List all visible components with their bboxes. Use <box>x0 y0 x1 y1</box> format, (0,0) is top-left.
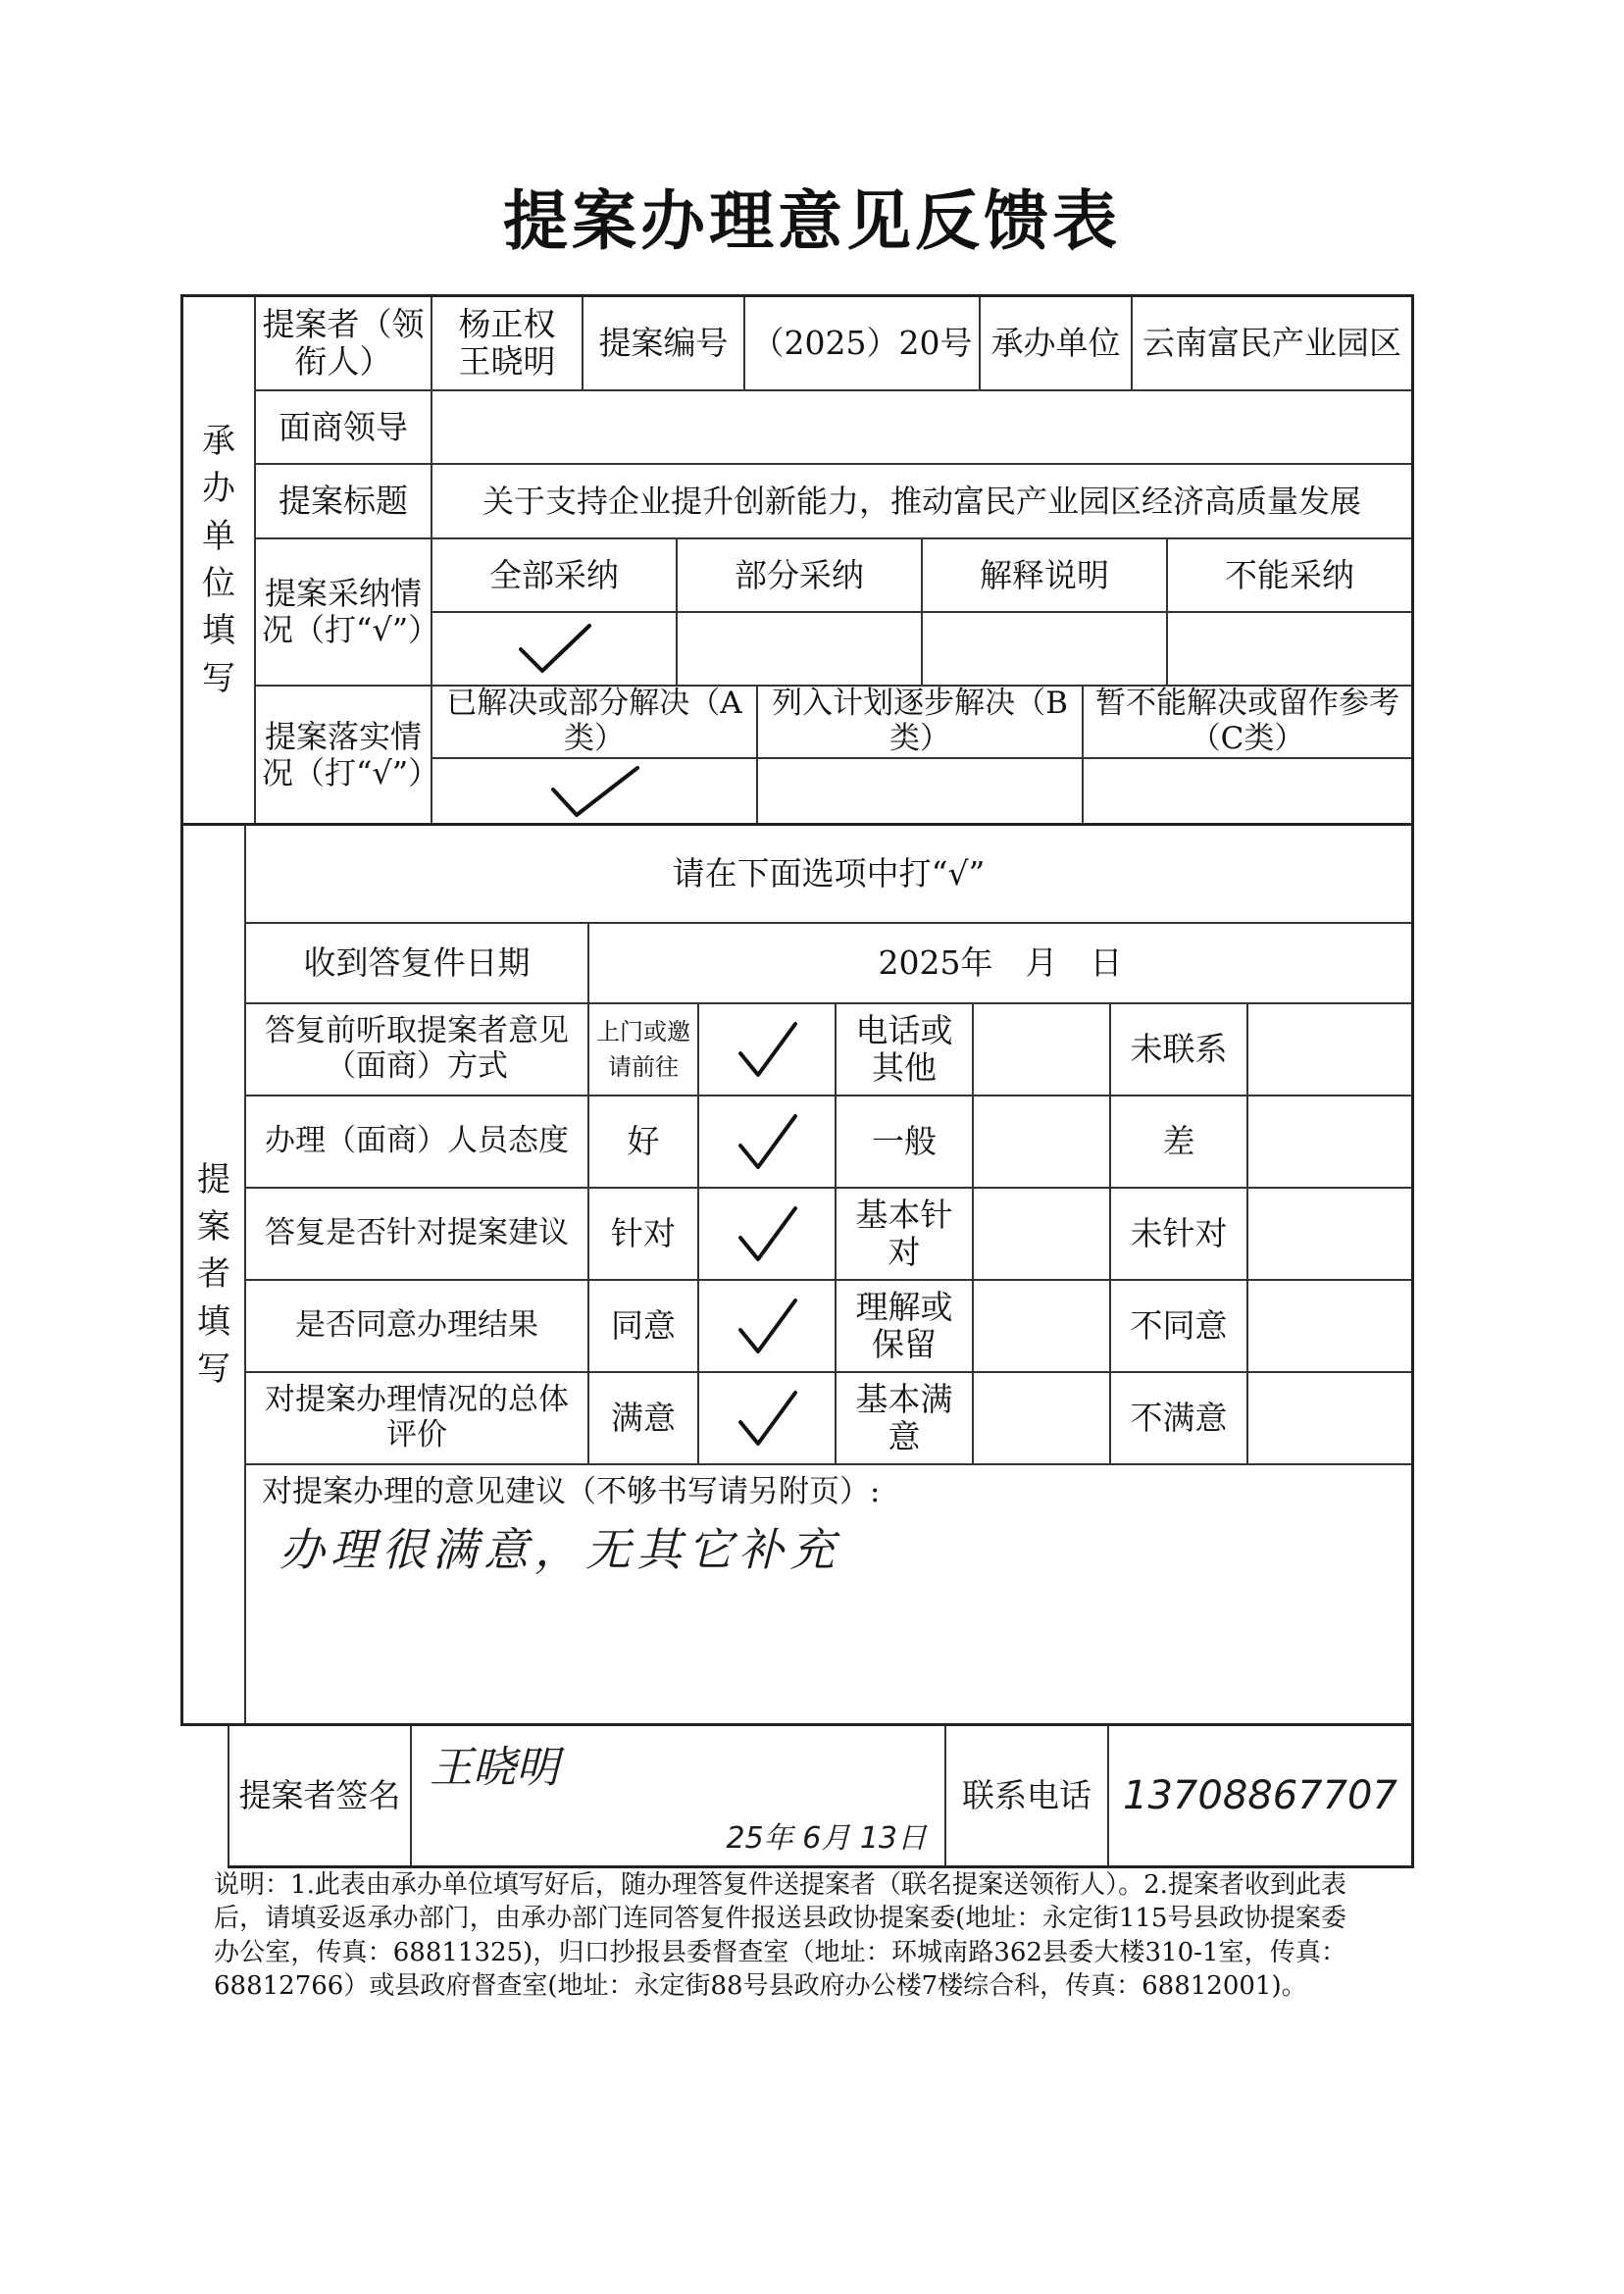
check-mark-icon <box>733 1387 801 1450</box>
adoption-label: 提案采纳情况（打“√”） <box>256 539 432 687</box>
rating-check-cell <box>1248 1189 1411 1281</box>
rating-option-opt2: 一般 <box>837 1096 974 1189</box>
adoption-option-partial: 部分采纳 <box>678 539 923 613</box>
side-label-char: 承 <box>202 422 235 462</box>
section-proposer <box>180 826 1414 1726</box>
rating-option-opt3: 未联系 <box>1111 1004 1248 1096</box>
side-label-char: 填 <box>197 1301 230 1342</box>
rating-option-opt2: 电话或其他 <box>837 1004 974 1096</box>
opinion-area <box>246 1467 1411 1723</box>
rating-check-cell <box>974 1281 1111 1373</box>
adoption-check-explain <box>923 613 1168 687</box>
proposer-name-2: 王晓明 <box>458 342 556 381</box>
rating-option-opt1: 好 <box>589 1096 699 1189</box>
impl-check-c <box>1084 759 1411 823</box>
unit-label: 承办单位 <box>981 297 1133 391</box>
rating-check-cell <box>1248 1373 1411 1465</box>
section1-side-label <box>183 297 256 823</box>
check-mark-icon <box>733 1110 801 1173</box>
check-mark-icon <box>733 1202 801 1265</box>
leader-label: 面商领导 <box>256 391 432 465</box>
rating-option-opt1: 同意 <box>589 1281 699 1373</box>
side-label-char: 位 <box>202 564 235 603</box>
phone-label: 联系电话 <box>946 1726 1109 1865</box>
opinion-label: 对提案办理的意见建议（不够书写请另附页）: <box>262 1474 881 1509</box>
rating-option-opt3: 不满意 <box>1111 1373 1248 1465</box>
adoption-option-explain: 解释说明 <box>923 539 1168 613</box>
impl-option-b: 列入计划逐步解决（B类） <box>758 687 1084 759</box>
rating-check-cell <box>699 1189 837 1281</box>
side-label-char: 案 <box>197 1207 230 1248</box>
rating-check-cell <box>699 1004 837 1096</box>
check-mark-icon <box>733 1295 801 1357</box>
rating-option-opt2: 理解或保留 <box>837 1281 974 1373</box>
rating-option-opt3: 未针对 <box>1111 1189 1248 1281</box>
proposer-name-1: 杨正权 <box>458 305 556 344</box>
signature-label: 提案者签名 <box>228 1726 412 1865</box>
signature-block <box>228 1726 1414 1868</box>
phone-value <box>1109 1726 1411 1865</box>
subject-label: 提案标题 <box>256 465 432 539</box>
impl-option-c: 暂不能解决或留作参考（C类） <box>1084 687 1411 759</box>
signature-date: 25年 6月 13日 <box>726 1820 927 1856</box>
rating-check-cell <box>974 1004 1111 1096</box>
reply-date-value: 2025年 月 日 <box>589 924 1411 1004</box>
implementation-label: 提案落实情况（打“√”） <box>256 687 432 823</box>
rating-row-label: 是否同意办理结果 <box>246 1281 589 1373</box>
side-label-char: 办 <box>202 469 235 509</box>
rating-check-cell <box>974 1189 1111 1281</box>
rating-check-cell <box>974 1373 1111 1465</box>
check-mark-icon <box>547 764 641 819</box>
rating-row-label: 答复是否针对提案建议 <box>246 1189 589 1281</box>
side-label-char: 单 <box>202 516 235 556</box>
side-label-char: 填 <box>202 611 235 651</box>
instruction: 请在下面选项中打“√” <box>246 826 1411 924</box>
rating-option-opt1: 针对 <box>589 1189 699 1281</box>
phone-handwritten: 13708867707 <box>1123 1773 1397 1818</box>
rating-option-opt2: 基本针对 <box>837 1189 974 1281</box>
subject-value: 关于支持企业提升创新能力，推动富民产业园区经济高质量发展 <box>432 465 1411 539</box>
adoption-option-reject: 不能采纳 <box>1168 539 1411 613</box>
rating-option-opt2: 基本满意 <box>837 1373 974 1465</box>
rating-check-cell <box>699 1281 837 1373</box>
rating-check-cell <box>1248 1096 1411 1189</box>
impl-check-a <box>432 759 758 823</box>
side-label-char: 提 <box>197 1159 230 1199</box>
explanatory-note: 说明：1.此表由承办单位填写好后，随办理答复件送提案者（联名提案送领衔人）。2.提案者收到此表后，请填妥返承办部门，由承办部门连同答复件报送县政协提案委(地址：永定街115号县政协提案委办公室，传真：68811325)，归口抄报县委督查室（地址：环城南路362县委大楼310-1室，传真：68812766）或县政府督查室(地址：永定街88号县政府办公楼7楼综合科，传真：68812001)。 <box>214 1870 1346 2001</box>
side-label-char: 写 <box>197 1349 230 1389</box>
rating-check-cell <box>1248 1281 1411 1373</box>
proposer-label: 提案者（领衔人） <box>256 297 432 391</box>
rating-check-cell <box>699 1373 837 1465</box>
rating-check-cell <box>699 1096 837 1189</box>
impl-check-b <box>758 759 1084 823</box>
adoption-check-reject <box>1168 613 1411 687</box>
rating-check-cell <box>974 1096 1111 1189</box>
rating-check-cell <box>1248 1004 1411 1096</box>
rating-option-opt1: 上门或邀请前往 <box>589 1004 699 1096</box>
check-mark-icon <box>733 1018 801 1081</box>
rating-row-label: 对提案办理情况的总体评价 <box>246 1373 589 1465</box>
unit-value: 云南富民产业园区 <box>1133 297 1411 391</box>
proposal-number-value: （2025）20号 <box>745 297 981 391</box>
rating-option-opt3: 差 <box>1111 1096 1248 1189</box>
rating-row-label: 办理（面商）人员态度 <box>246 1096 589 1189</box>
rating-option-opt1: 满意 <box>589 1373 699 1465</box>
side-label-char: 者 <box>197 1254 230 1295</box>
proposal-number-label: 提案编号 <box>584 297 745 391</box>
signature-field <box>412 1726 946 1865</box>
proposer-names <box>432 297 584 391</box>
rating-option-opt3: 不同意 <box>1111 1281 1248 1373</box>
opinion-handwritten: 办理很满意，无其它补充 <box>279 1522 840 1576</box>
leader-value <box>432 391 1411 465</box>
rating-row-label: 答复前听取提案者意见（面商）方式 <box>246 1004 589 1096</box>
adoption-check-full <box>432 613 678 687</box>
adoption-option-full: 全部采纳 <box>432 539 678 613</box>
check-mark-icon <box>515 622 593 677</box>
impl-option-a: 已解决或部分解决（A类） <box>432 687 758 759</box>
section-undertaking-unit <box>180 294 1414 826</box>
signature-handwritten: 王晓明 <box>430 1743 559 1793</box>
side-label-char: 写 <box>202 658 235 698</box>
reply-date-label: 收到答复件日期 <box>246 924 589 1004</box>
form-title: 提案办理意见反馈表 <box>503 182 1121 259</box>
section2-side-label <box>183 826 246 1723</box>
adoption-check-partial <box>678 613 923 687</box>
